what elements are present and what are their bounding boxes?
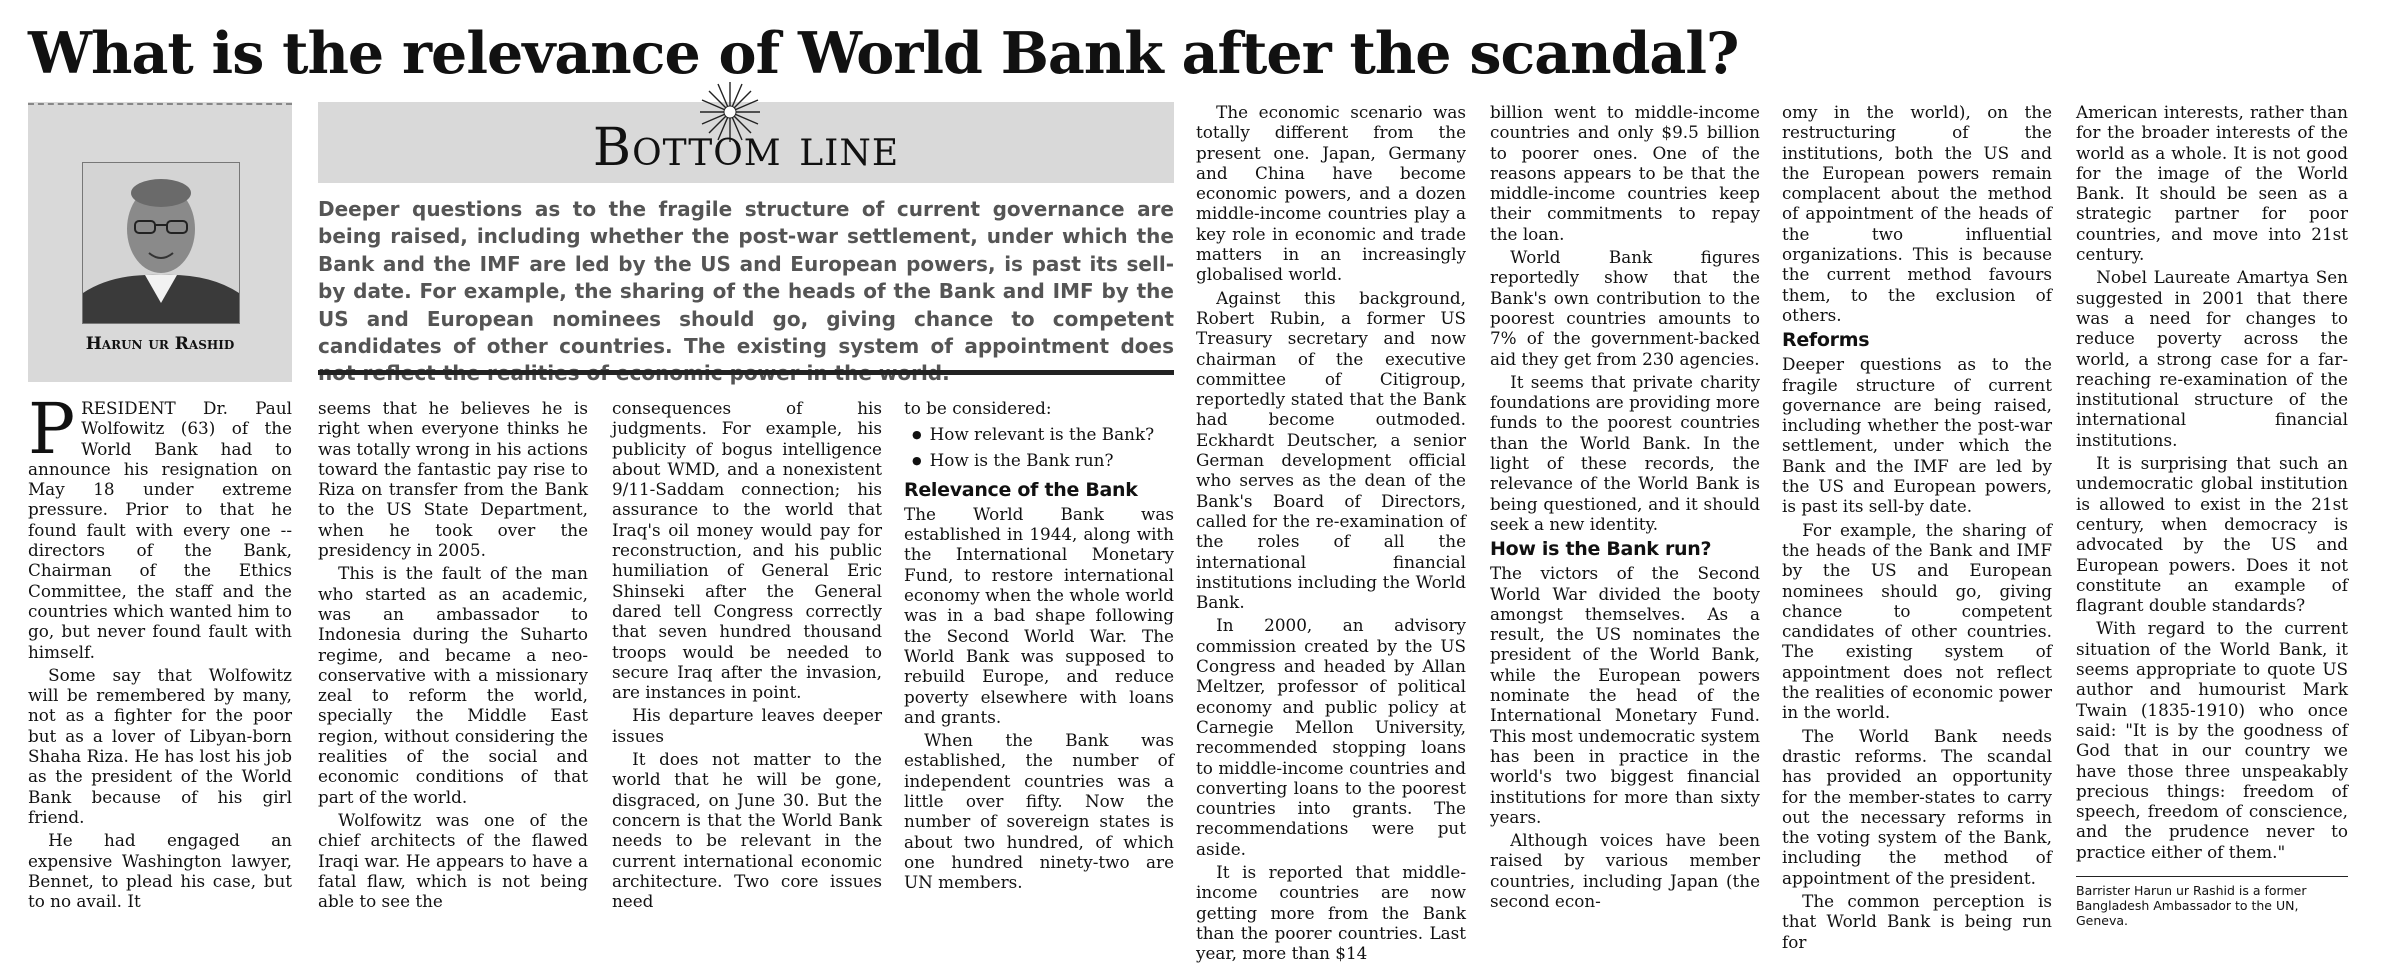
bottom-line-title: Bottom line bbox=[592, 118, 900, 178]
author-top-rule bbox=[28, 103, 292, 105]
paragraph: Wolfowitz was one of the chief architects of the flawed Iraqi war. He appears to have a fatal flaw, which is not being able to see the bbox=[318, 809, 588, 912]
column-5 bbox=[1196, 102, 1466, 966]
paragraph: Deeper questions as to the fragile structure of current governance are being raised, including whether the post-war settlement, under which the Bank and the IMF are led by the US and European powers, is past its sell-by date. bbox=[1782, 354, 2052, 517]
paragraph: P RESIDENT Dr. Paul Wolfowitz (63) of the World Bank had to announce his resignation on May 18 under extreme pressure. Prior to that he found fault with every one -- directors of the Bank, Chairman of the Ethics Committee, the staff and the countries which wanted him to go, but never found fault with himself. bbox=[28, 388, 292, 662]
paragraph: The World Bank was established in 1944, along with the International Monetary Fund, to restore international economy when the whole world was in a bad shape following the Second World War. The World Bank was supposed to rebuild Europe, and reduce poverty elsewhere with loans and grants. bbox=[904, 503, 1174, 727]
paragraph: His departure leaves deeper issues bbox=[612, 705, 882, 746]
author-photo bbox=[82, 162, 240, 324]
paragraph: He had engaged an expensive Washington lawyer, Bennet, to plead his case, but to no avail. It bbox=[28, 830, 292, 912]
paragraph: For example, the sharing of the heads of the Bank and IMF by the US and European nominees should go, giving chance to competent candidates of other countries. The existing system of appointment does not reflect the realities of economic power in the world. bbox=[1782, 519, 2052, 723]
author-box bbox=[28, 102, 292, 382]
paragraph: It is surprising that such an undemocratic global institution is allowed to exist in the 21st century, when democracy is advocated by the US and European powers. Does it not constitute an example of flagrant double standards? bbox=[2076, 453, 2348, 616]
drop-cap: P bbox=[28, 388, 76, 470]
paragraph: It does not matter to the world that he will be gone, disgraced, on June 30. But the concern is that the World Bank needs to be relevant in the current international economic architecture. Two core issues need bbox=[612, 749, 882, 912]
paragraph: American interests, rather than for the broader interests of the world as a whole. It is not good for the image of the World Bank. It should be seen as a strategic partner for poor countries, and move into 21st century. bbox=[2076, 102, 2348, 265]
paragraph: Some say that Wolfowitz will be remembered by many, not as a fighter for the poor but as a lover of Libyan-born Shaha Riza. He has lost his job as the president of the World Bank because of his girl friend. bbox=[28, 664, 292, 827]
column-1 bbox=[28, 388, 292, 914]
paragraph: World Bank figures reportedly show that the Bank's own contribution to the poorest countries amounts to 7% of the government-backed aid they get from 230 agencies. bbox=[1490, 247, 1760, 369]
paragraph: consequences of his judgments. For example, his publicity of bogus intelligence about WMD, and a nonexistent 9/11-Saddam connection; his assurance to the world that Iraq's oil money would pay for reconstruction, and his public humiliation of General Eric Shinseki after the General dared tell Congress correctly that seven hundred thousand troops would be needed to secure Iraq after the invasion, are instances in point. bbox=[612, 398, 882, 703]
headline: What is the relevance of World Bank after the scandal? bbox=[28, 20, 1739, 87]
paragraph: The economic scenario was totally different from the present one. Japan, Germany and China have become economic powers, and a dozen middle-income countries play a key role in economic and trade matters in an increasingly globalised world. bbox=[1196, 102, 1466, 285]
paragraph: The common perception is that World Bank is being run for bbox=[1782, 890, 2052, 952]
bullet-list bbox=[904, 424, 1174, 471]
note-rule bbox=[2076, 876, 2348, 877]
list-item: ● How is the Bank run? bbox=[912, 450, 1174, 471]
paragraph: When the Bank was established, the number of independent countries was a little over fifty. Now the number of sovereign states is about two hundred, of which one hundred ninety-two are UN members. bbox=[904, 730, 1174, 893]
paragraph: In 2000, an advisory commission created by the US Congress and headed by Allan Meltzer, professor of political economy and public policy at Carnegie Mellon University, recommended stopping loans to middle-income countries and converting loans to the poorest countries into grants. The recommendations were put aside. bbox=[1196, 615, 1466, 859]
paragraph: The World Bank needs drastic reforms. The scandal has provided an opportunity for the member-states to carry out the necessary reforms in the voting system of the Bank, including the method of appointment of the president. bbox=[1782, 725, 2052, 888]
paragraph: Nobel Laureate Amartya Sen suggested in 2001 that there was a need for changes to reduce poverty across the world, a strong case for a far-reaching re-examination of the institutional structure of the international financial institutions. bbox=[2076, 267, 2348, 450]
paragraph: It is reported that middle-income countries are now getting more from the Bank than the poorer countries. Last year, more than $14 bbox=[1196, 861, 1466, 964]
author-note: Barrister Harun ur Rashid is a former Bangladesh Ambassador to the UN, Geneva. bbox=[2076, 882, 2307, 928]
subhead: How is the Bank run? bbox=[1490, 538, 1712, 561]
column-3 bbox=[612, 398, 882, 914]
column-6 bbox=[1490, 102, 1760, 914]
paragraph: It seems that private charity foundations are providing more funds to the poorest countries than the World Bank. In the light of these records, the relevance of the World Bank is being questioned, and it should seek a new identity. bbox=[1490, 371, 1760, 534]
paragraph: Against this background, Robert Rubin, a former US Treasury secretary and now chairman of the executive committee of Citigroup, reportedly stated that the Bank had become outmoded. Eckhardt Deutscher, a senior German development official who serves as the dean of the Bank's Board of Directors, called for the re-examination of the roles of all the international financial institutions including the World Bank. bbox=[1196, 287, 1466, 613]
paragraph: billion went to middle-income countries and only $9.5 billion to poorer ones. One of the reasons appears to be that the middle-income countries keep their commitments to repay the loan. bbox=[1490, 102, 1760, 244]
paragraph: seems that he believes he is right when everyone thinks he was totally wrong in his actions toward the fantastic pay rise to Riza on transfer from the Bank to the US State Department, when he took over the presidency in 2005. bbox=[318, 398, 588, 561]
column-7 bbox=[1782, 102, 2052, 955]
paragraph: Although voices have been raised by various member countries, including Japan (the second econ- bbox=[1490, 830, 1760, 911]
paragraph: With regard to the current situation of the World Bank, it seems appropriate to quote US author and humourist Mark Twain (1835-1910) who once said: "It is by the goodness of God that in our country we have those three unspeakably precious things: freedom of speech, freedom of conscience, and the prudence never to practice either of them." bbox=[2076, 618, 2348, 862]
paragraph: to be considered: bbox=[904, 398, 1052, 418]
bottom-line-rule bbox=[318, 370, 1174, 375]
column-8 bbox=[2076, 102, 2348, 931]
paragraph: omy in the world), on the restructuring of the institutions, both the US and the European powers remain complacent about the method of appointment of the heads of the two influential organizations. This is because the current method favours them, to the exclusion of others. bbox=[1782, 102, 2052, 325]
paragraph: This is the fault of the man who started as an academic, was an ambassador to Indonesia during the Suharto regime, and became a neo-conservative with a missionary zeal to reform the world, specially the Middle East region, without considering the realities of the social and economic conditions of that part of the world. bbox=[318, 563, 588, 807]
author-name: Harun ur Rashid bbox=[85, 334, 235, 354]
paragraph: The victors of the Second World War divided the booty amongst themselves. As a result, the US nominates the president of the World Bank, while the European powers nominate the head of the International Monetary Fund. This most undemocratic system has been in practice in the world's two biggest financial institutions for more than sixty years. bbox=[1490, 563, 1760, 827]
column-2 bbox=[318, 398, 588, 914]
subhead: Reforms bbox=[1782, 329, 1870, 352]
subhead: Relevance of the Bank bbox=[904, 478, 1138, 501]
bottom-line-text: Deeper questions as to the fragile structure of current governance are being raised, including whether the post-war settlement, under which the Bank and the IMF are led by the US and European powers, is past its sell-by date. For example, the sharing of the heads of the Bank and IMF by the US and European nominees should go, giving chance to competent candidates of other countries. The existing system of appointment does bbox=[318, 197, 1174, 359]
column-4 bbox=[904, 398, 1174, 896]
list-item: ● How relevant is the Bank? bbox=[912, 424, 1174, 445]
